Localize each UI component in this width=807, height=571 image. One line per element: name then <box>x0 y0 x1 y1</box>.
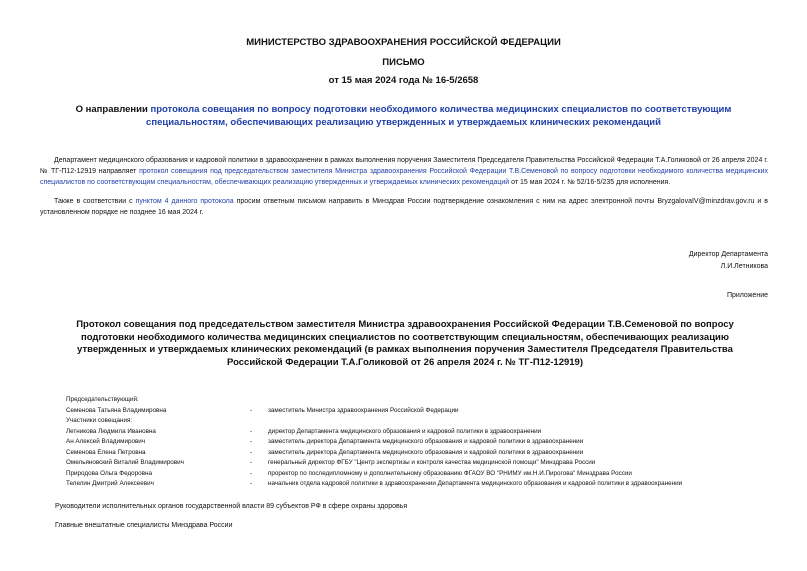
list-item <box>66 416 786 427</box>
member-position: проректор по последипломному и дополнительному образованию ФГАОУ ВО "РНИМУ им.Н.И.Пирогова" Минздрава России <box>268 469 632 477</box>
member-dash: - <box>250 406 253 414</box>
list-item <box>66 437 786 448</box>
body-paragraph-1 <box>40 155 768 188</box>
p2-text-a: Также в соответствии с <box>54 198 136 205</box>
chair-heading: Председательствующий: <box>66 396 139 403</box>
document-type: ПИСЬМО <box>382 57 425 68</box>
member-name: Ан Алексей Владимирович <box>66 438 146 445</box>
member-dash: - <box>250 448 253 456</box>
list-item <box>66 395 786 406</box>
list-item <box>66 427 786 438</box>
subject-protocol-link[interactable]: протокола совещания по вопросу подготовки необходимого количества медицинских специалистов по соответствующим специальностям, обеспечивающих реализацию утвержденных и утверждаемых клинических рекомендаций <box>146 104 732 128</box>
member-dash: - <box>250 469 253 477</box>
document-date-number: от 15 мая 2024 года № 16-5/2658 <box>328 75 479 86</box>
list-item <box>66 448 786 459</box>
member-name: Семенова Татьяна Владимировна <box>66 406 167 414</box>
member-name: Телелин Дмитрий Алексеевич <box>66 480 154 487</box>
member-dash: - <box>250 459 253 466</box>
member-dash: - <box>250 480 253 487</box>
list-item <box>66 479 786 490</box>
document-subject <box>40 103 767 129</box>
attachment-label: Приложение <box>726 292 768 299</box>
ministry-header: МИНИСТЕРСТВО ЗДРАВООХРАНЕНИЯ РОССИЙСКОЙ ФЕДЕРАЦИИ <box>246 37 561 48</box>
footer-line-chief-specialists: Главные внештатные специалисты Минздрава России <box>55 522 233 529</box>
member-dash: - <box>250 427 253 435</box>
protocol-title: Протокол совещания под председательством заместителя Министра здравоохранения Российской Федерации Т.В.Семеновой по вопросу подготовки необходимого количества медицинских специалистов по соответствующим специальностям, обеспечивающих реализацию утвержденных и утверждаемых клинических рекомендаций (в рамках выполнения поручения Заместителя Председателя Правительства Российской Федерации Т.А.Голиковой от 26 апреля 2024 г. № ТГ-П12-12919) <box>76 319 734 368</box>
subject-prefix: О направлении <box>75 104 151 115</box>
member-position: начальник отдела кадровой политики в здравоохранении Департамента медицинского образования и кадровой политики в здравоохранении <box>268 480 683 487</box>
member-name: Летникова Людмила Ивановна <box>66 427 156 435</box>
member-position: заместитель директора Департамента медицинского образования и кадровой политики в здравоохранении <box>268 448 584 456</box>
members-list <box>66 395 786 490</box>
list-item <box>66 406 786 417</box>
list-item <box>66 469 786 480</box>
list-item <box>66 458 786 469</box>
member-position: генеральный директор ФГБУ "Центр экспертизы и контроля качества медицинской помощи" Минздрава России <box>268 459 596 466</box>
member-position: заместитель Министра здравоохранения Российской Федерации <box>268 406 459 414</box>
signature-name: Л.И.Летникова <box>720 263 768 270</box>
member-name: Семенова Елена Петровна <box>66 448 146 456</box>
p1-protocol-link[interactable]: протокол совещания под председательством заместителя Министра здравоохранения Российской Федерации Т.В.Семеновой по вопросу подготовки необходимого количества медицинских специалистов по соответствующим специальностям, обеспечивающих реализацию утвержденных и утверждаемых клинических рекомендаций <box>40 168 768 186</box>
body-paragraph-2 <box>40 196 768 218</box>
member-dash: - <box>250 438 253 445</box>
footer-line-regional-heads: Руководители исполнительных органов государственной власти 89 субъектов РФ в сфере охраны здоровья <box>55 503 408 510</box>
p1-text-a: Департамент медицинского образования и кадровой политики в здравоохранении в рамках выполнения поручения Заместителя Председателя Правительства Российской Федерации Т.А.Голиковой от 26 апреля 2024 г. № ТГ-П12-12919 направляет <box>40 157 768 175</box>
signature-title: Директор Департамента <box>688 251 768 258</box>
member-name: Омельяновский Виталий Владимирович <box>66 459 184 466</box>
member-name: Природова Ольга Федоровна <box>66 469 152 477</box>
signature-block <box>689 249 768 273</box>
member-position: заместитель директора Департамента медицинского образования и кадровой политики в здравоохранении <box>268 438 584 445</box>
member-position: директор Департамента медицинского образования и кадровой политики в здравоохранении <box>268 427 542 435</box>
p1-text-b: от 15 мая 2024 г. № 52/16-5/235 для исполнения. <box>509 179 671 186</box>
participants-heading: Участники совещания: <box>66 417 133 424</box>
p2-point-link[interactable]: пунктом 4 данного протокола <box>135 198 234 205</box>
p2-text-b: просим ответным письмом направить в Минздрав России подтверждение ознакомления с ним на адрес электронной почты BryzgalovaIV@minzdrav.gov.ru и в установленном порядке не позднее 16 мая 2024 г. <box>40 198 768 216</box>
